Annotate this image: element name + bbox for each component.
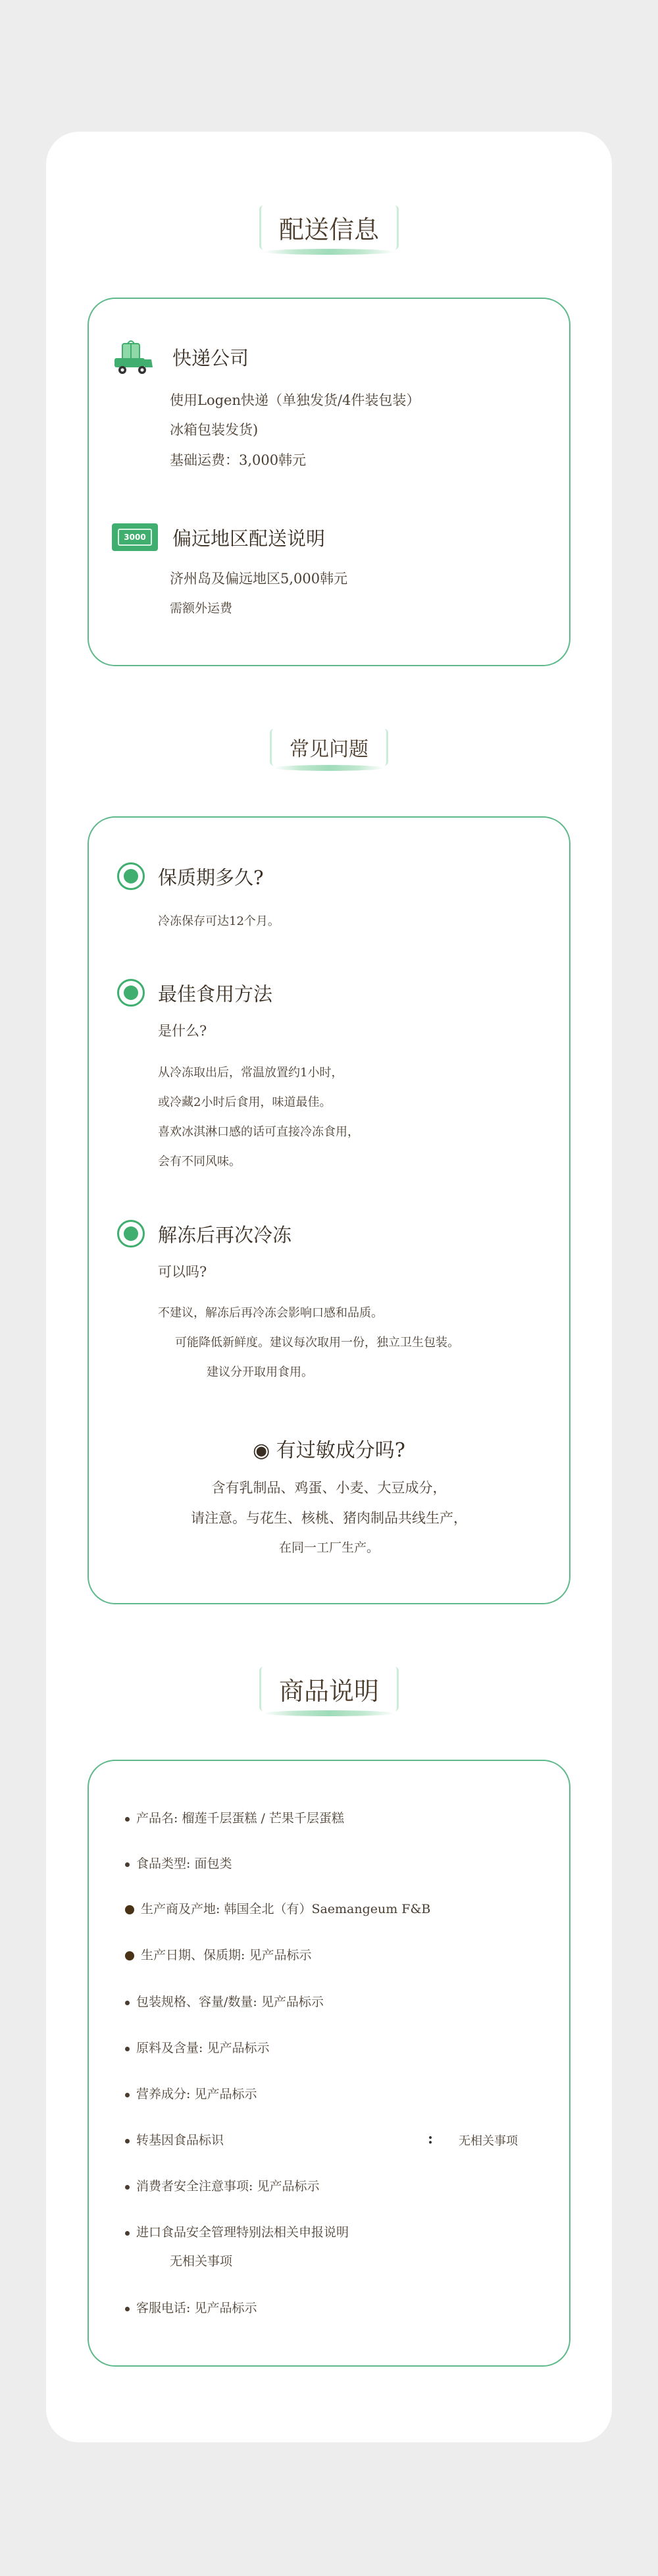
courier-line-3: 基础运费：3,000韩元 <box>170 452 307 468</box>
gmo-value: 无相关事项 <box>459 2134 518 2148</box>
faq-title: 常见问题 <box>270 733 388 762</box>
allergy-answer-line-2: 请注意。与花生、核桃、猪肉制品共线生产， <box>191 1510 467 1526</box>
faq-answer-1-line-1: 冷冻保存可达12个月。 <box>158 914 280 928</box>
product-row-text: 转基因食品标识 <box>136 2133 224 2147</box>
faq-question-1: 保质期多久? <box>158 866 264 889</box>
product-row <box>125 2222 349 2240</box>
allergy-question: ◉ 有过敏成分吗? <box>253 1439 405 1462</box>
product-section-title <box>0 1671 658 1707</box>
product-title: 商品说明 <box>259 1671 399 1707</box>
product-row <box>125 2298 257 2316</box>
product-row <box>125 2176 319 2194</box>
product-row-text: 生产日期、保质期: 见产品标示 <box>141 1948 312 1962</box>
product-row-text: 产品名: 榴莲千层蛋糕 / 芒果千层蛋糕 <box>136 1811 344 1826</box>
product-row <box>125 1854 232 1872</box>
product-row-text: 生产商及产地: 韩国全北（有）Saemangeum F&B <box>141 1902 431 1916</box>
faq-question-2-sub: 是什么? <box>158 1023 207 1039</box>
allergy-answer-line-3: 在同一工厂生产。 <box>278 1540 379 1555</box>
product-row <box>125 1945 311 1963</box>
product-row-text: 消费者安全注意事项: 见产品标示 <box>136 2179 320 2194</box>
delivery-truck-icon <box>113 340 154 377</box>
courier-line-2: 冰箱包装发货) <box>170 422 259 438</box>
product-row-text: 原料及含量: 见产品标示 <box>136 2041 270 2055</box>
faq-answer-2-line-2: 或冷藏2小时后食用，味道最佳。 <box>158 1095 332 1109</box>
remote-title: 偏远地区配送说明 <box>172 527 326 550</box>
product-box <box>88 1760 570 2367</box>
faq-answer-3-line-1: 不建议，解冻后再冷冻会影响口感和品质。 <box>158 1306 383 1320</box>
faq-question-3: 解冻后再次冷冻 <box>158 1224 292 1246</box>
faq-answer-3-line-2: 可能降低新鲜度。建议每次取用一份，独立卫生包装。 <box>175 1336 459 1350</box>
faq-answer-2-line-1: 从冷冻取出后，常温放置约1小时， <box>158 1066 343 1080</box>
courier-line-1: 使用Logen快递（单独发货/4件装包装） <box>170 392 420 408</box>
remote-line-1: 济州岛及偏远地区5,000韩元 <box>170 571 348 587</box>
product-row <box>125 1992 324 2010</box>
product-row <box>125 2038 269 2056</box>
remote-line-2: 需额外运费 <box>170 601 233 616</box>
faq-answer-2-line-4: 会有不同风味。 <box>158 1155 241 1169</box>
faq-bullet-icon <box>117 979 145 1007</box>
gmo-colon: : <box>428 2130 434 2147</box>
faq-bullet-icon <box>117 1220 145 1248</box>
allergy-answer-line-1: 含有乳制品、鸡蛋、小麦、大豆成分， <box>211 1480 447 1496</box>
product-row <box>125 1808 344 1826</box>
product-row-continuation: 无相关事项 <box>170 2254 233 2269</box>
shipping-box <box>88 298 570 666</box>
shipping-section-title <box>0 209 658 246</box>
product-row <box>125 2084 257 2102</box>
product-row <box>125 2130 224 2148</box>
faq-question-2: 最佳食用方法 <box>158 983 273 1005</box>
faq-answer-3-line-3: 建议分开取用食用。 <box>207 1365 313 1379</box>
banknote-value: 3000 <box>118 529 152 546</box>
product-row <box>125 1899 430 1917</box>
product-row-text: 包装规格、容量/数量: 见产品标示 <box>136 1995 324 2009</box>
product-row-text: 营养成分: 见产品标示 <box>136 2087 257 2101</box>
product-row-text: 进口食品安全管理特别法相关申报说明 <box>136 2225 349 2240</box>
faq-section-title <box>0 733 658 762</box>
product-row-text: 客服电话: 见产品标示 <box>136 2301 257 2315</box>
product-row-text: 食品类型: 面包类 <box>136 1856 232 1871</box>
faq-bullet-icon <box>117 862 145 890</box>
banknote-icon <box>112 523 158 551</box>
faq-answer-2-line-3: 喜欢冰淇淋口感的话可直接冷冻食用， <box>158 1125 359 1139</box>
shipping-title: 配送信息 <box>259 209 399 246</box>
courier-title: 快递公司 <box>172 347 249 369</box>
faq-question-3-sub: 可以吗? <box>158 1264 207 1280</box>
